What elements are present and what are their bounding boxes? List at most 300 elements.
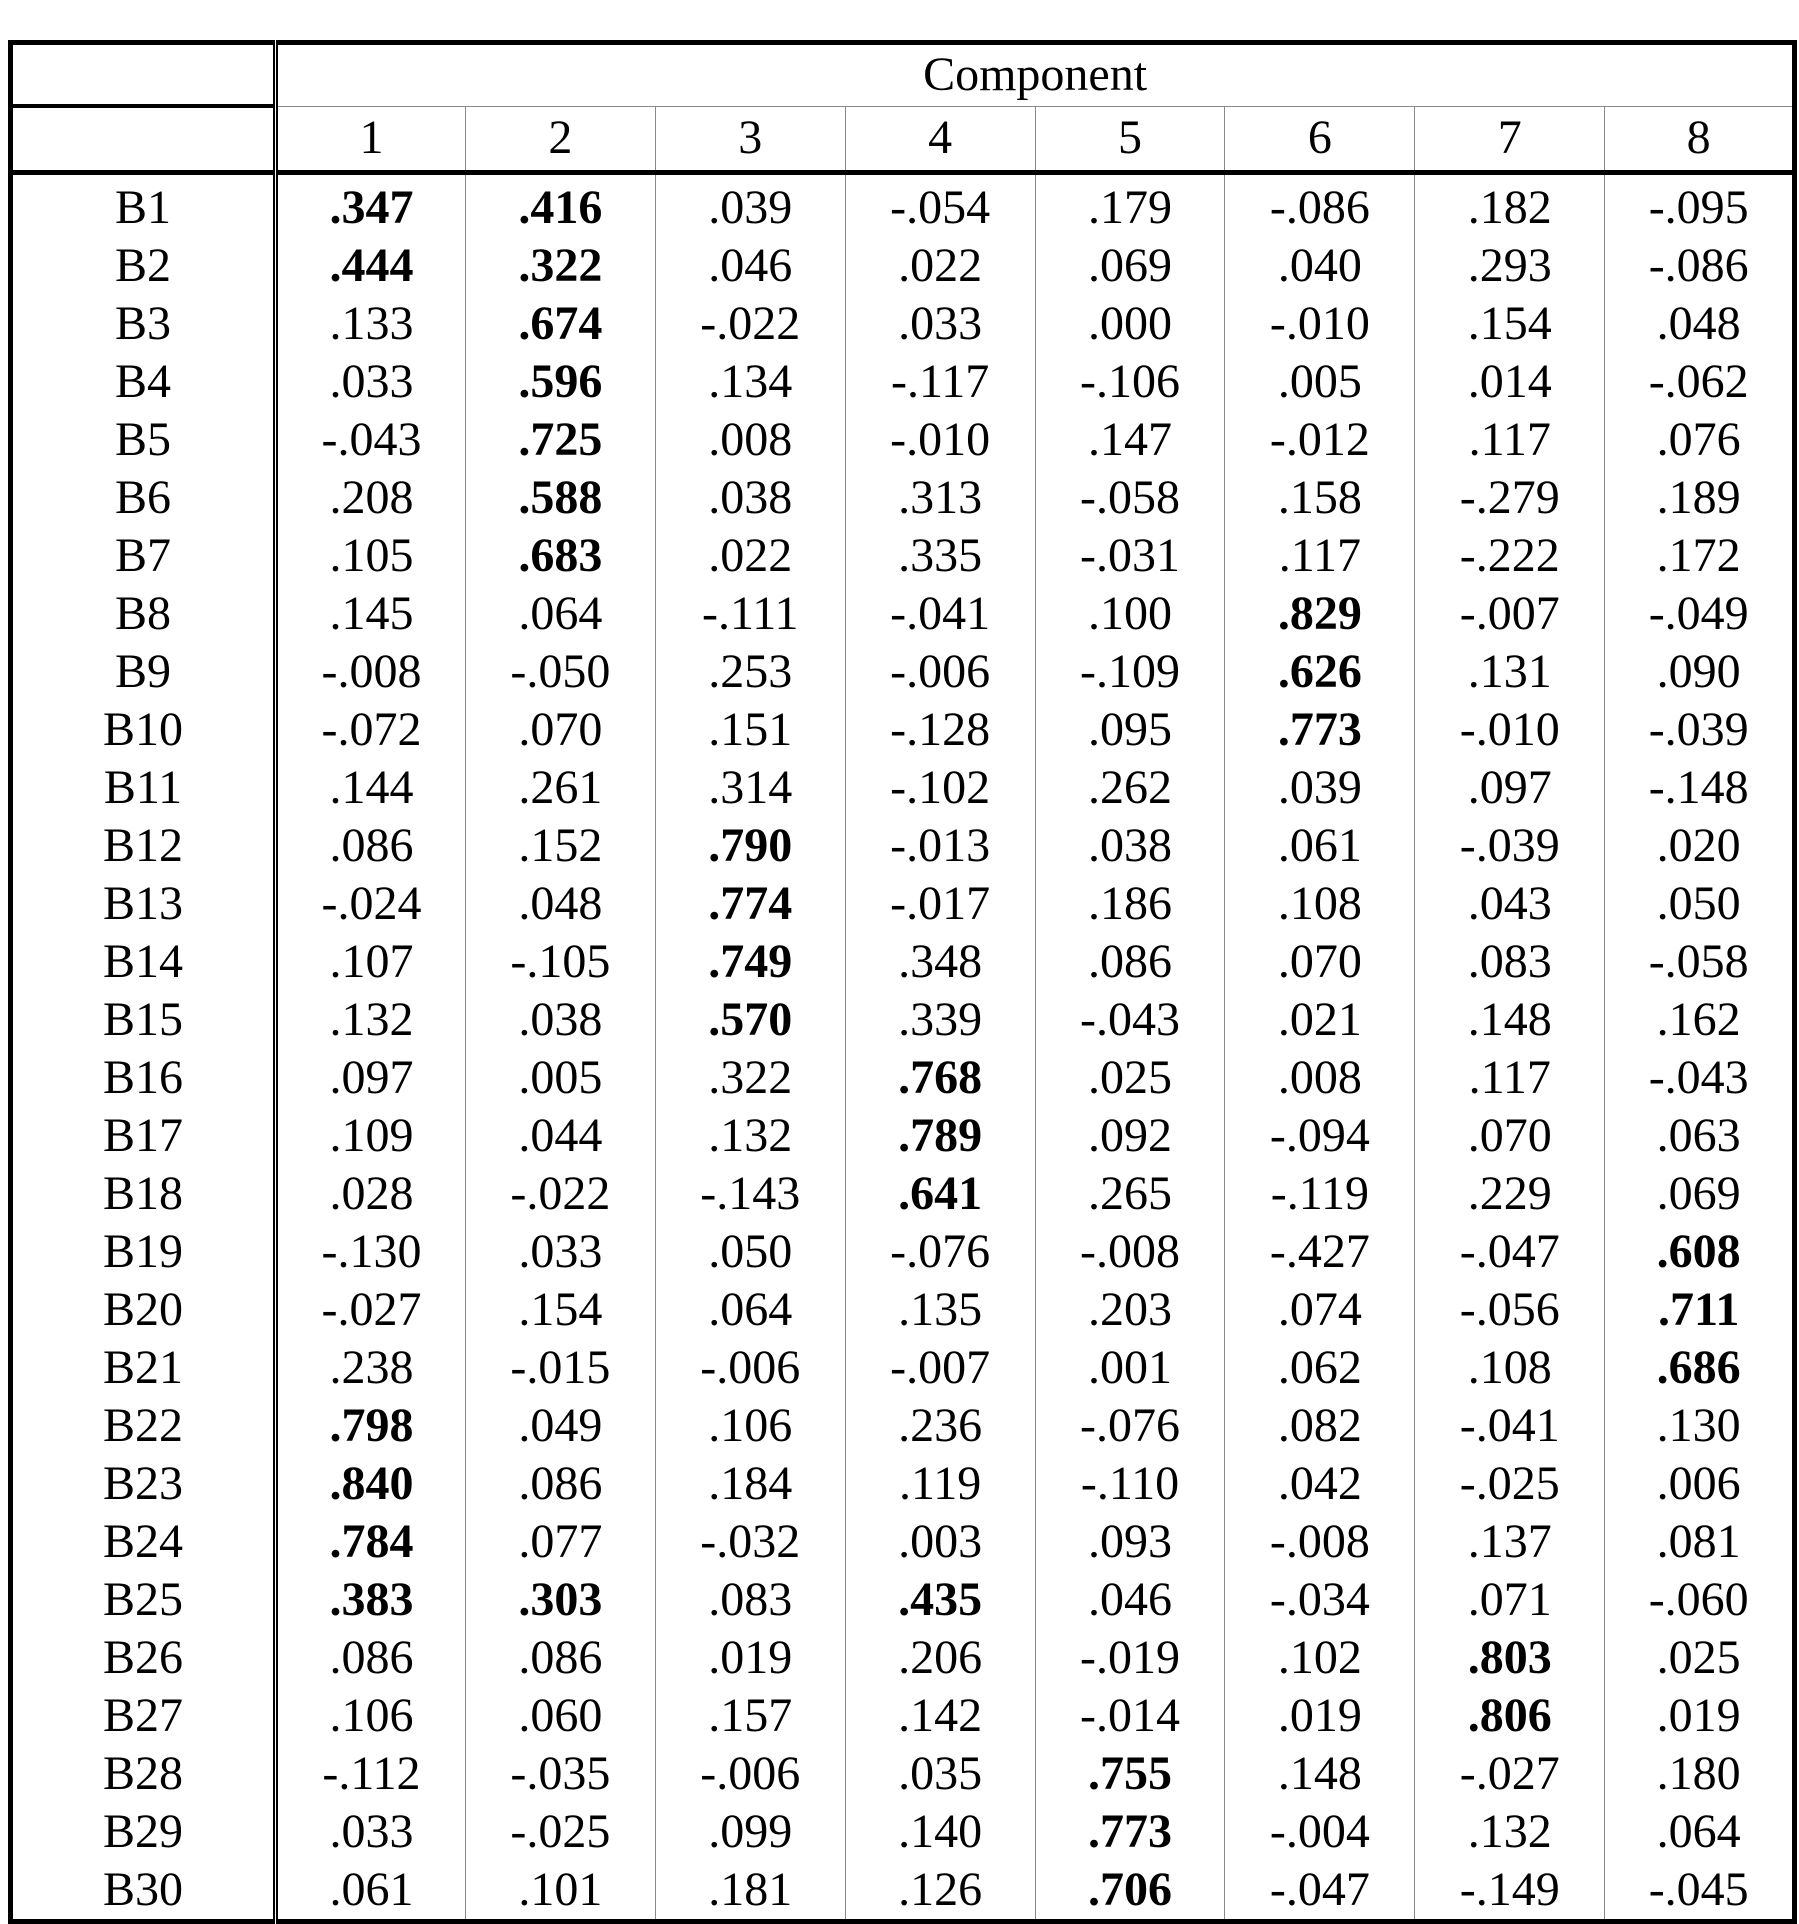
table-cell: -.039 <box>1605 701 1795 759</box>
table-cell: .108 <box>1225 875 1415 933</box>
table-cell: .265 <box>1035 1165 1225 1223</box>
table-cell: -.010 <box>1225 295 1415 353</box>
table-cell: .105 <box>329 529 414 583</box>
table-cell: .749 <box>655 933 845 991</box>
table-cell: -.109 <box>1035 643 1225 701</box>
table-cell: .314 <box>655 759 845 817</box>
table-cell: -.049 <box>1605 585 1795 643</box>
table-cell: .109 <box>329 1109 414 1163</box>
table-cell: .773 <box>1225 701 1415 759</box>
table-cell: -.130 <box>321 1225 422 1279</box>
table-cell: .086 <box>329 1631 414 1685</box>
table-cell: -.008 <box>1035 1223 1225 1281</box>
table-cell: .229 <box>1415 1165 1605 1223</box>
table-cell: .339 <box>845 991 1035 1049</box>
table-cell: .022 <box>845 237 1035 295</box>
table-cell: -.050 <box>465 643 655 701</box>
table-cell: -.041 <box>845 585 1035 643</box>
table-cell: -.072 <box>321 703 422 757</box>
table-cell: -.054 <box>845 173 1035 238</box>
table-cell: .790 <box>655 817 845 875</box>
table-cell: .570 <box>655 991 845 1049</box>
table-cell: -.056 <box>1415 1281 1605 1339</box>
table-cell: -.014 <box>1035 1687 1225 1745</box>
table-cell: .133 <box>329 297 414 351</box>
table-cell: -.035 <box>465 1745 655 1803</box>
table-cell: .050 <box>655 1223 845 1281</box>
table-cell: -.106 <box>1035 353 1225 411</box>
table-cell: .106 <box>655 1397 845 1455</box>
table-row <box>11 1513 1795 1571</box>
row-label: B29 <box>11 1803 276 1861</box>
table-cell: .001 <box>1035 1339 1225 1397</box>
column-header-6: 6 <box>1225 106 1415 173</box>
table-row <box>11 1281 1795 1339</box>
table-cell: .038 <box>465 991 655 1049</box>
table-row <box>11 173 1795 238</box>
table-cell: .674 <box>465 295 655 353</box>
table-cell: .179 <box>1035 173 1225 238</box>
table-row <box>11 469 1795 527</box>
row-label: B28 <box>11 1745 276 1803</box>
table-cell: .608 <box>1605 1223 1795 1281</box>
table-cell: -.111 <box>655 585 845 643</box>
header-row-component <box>11 43 1795 107</box>
row-label: B1 <box>11 173 276 238</box>
table-row <box>11 353 1795 411</box>
table-row <box>11 1687 1795 1745</box>
table-cell: -.148 <box>1605 759 1795 817</box>
table-cell: .117 <box>1415 411 1605 469</box>
table-cell: .069 <box>1035 237 1225 295</box>
table-cell: -.019 <box>1035 1629 1225 1687</box>
table-cell: .132 <box>1415 1803 1605 1861</box>
header-corner-cell-lower <box>11 106 276 173</box>
table-cell: .033 <box>845 295 1035 353</box>
table-cell: -.010 <box>845 411 1035 469</box>
table-cell: .028 <box>329 1167 414 1221</box>
table-cell: .076 <box>1605 411 1795 469</box>
table-cell: .626 <box>1225 643 1415 701</box>
table-cell: .019 <box>1605 1687 1795 1745</box>
row-label: B4 <box>11 353 276 411</box>
table-row <box>11 1049 1795 1107</box>
table-cell: .184 <box>655 1455 845 1513</box>
table-cell: .725 <box>465 411 655 469</box>
table-cell: .132 <box>329 993 414 1047</box>
row-label: B15 <box>11 991 276 1049</box>
table-cell: .181 <box>655 1861 845 1922</box>
table-row <box>11 1455 1795 1513</box>
table-cell: .022 <box>655 527 845 585</box>
table-cell: .005 <box>465 1049 655 1107</box>
table-cell: .005 <box>1225 353 1415 411</box>
row-label: B17 <box>11 1107 276 1165</box>
row-label: B2 <box>11 237 276 295</box>
row-label: B3 <box>11 295 276 353</box>
table-cell: .789 <box>845 1107 1035 1165</box>
table-cell: .588 <box>465 469 655 527</box>
table-cell: .348 <box>845 933 1035 991</box>
component-header: Component <box>276 43 1795 107</box>
column-header-7: 7 <box>1415 106 1605 173</box>
table-cell: -.128 <box>845 701 1035 759</box>
table-cell: -.008 <box>1225 1513 1415 1571</box>
table-cell: .086 <box>1035 933 1225 991</box>
table-cell: .107 <box>329 935 414 989</box>
table-cell: -.031 <box>1035 527 1225 585</box>
row-label: B27 <box>11 1687 276 1745</box>
table-cell: .126 <box>845 1861 1035 1922</box>
table-cell: .148 <box>1225 1745 1415 1803</box>
table-cell: .003 <box>845 1513 1035 1571</box>
table-cell: .596 <box>465 353 655 411</box>
table-cell: .082 <box>1225 1397 1415 1455</box>
table-cell: .683 <box>465 527 655 585</box>
table-cell: .152 <box>465 817 655 875</box>
table-cell: .101 <box>465 1861 655 1922</box>
row-label: B24 <box>11 1513 276 1571</box>
table-cell: .064 <box>655 1281 845 1339</box>
table-cell: .097 <box>329 1051 414 1105</box>
table-cell: .303 <box>465 1571 655 1629</box>
table-cell: .203 <box>1035 1281 1225 1339</box>
table-cell: -.012 <box>1225 411 1415 469</box>
table-cell: -.027 <box>321 1283 422 1337</box>
table-cell: .435 <box>845 1571 1035 1629</box>
table-cell: .093 <box>1035 1513 1225 1571</box>
table-cell: .033 <box>329 1805 414 1859</box>
table-cell: -.004 <box>1225 1803 1415 1861</box>
table-cell: .106 <box>329 1689 414 1743</box>
table-cell: .086 <box>465 1455 655 1513</box>
row-label: B9 <box>11 643 276 701</box>
table-row <box>11 1629 1795 1687</box>
table-cell: .081 <box>1605 1513 1795 1571</box>
table-cell: .086 <box>465 1629 655 1687</box>
table-cell: .042 <box>1225 1455 1415 1513</box>
table-cell: -.112 <box>322 1747 421 1801</box>
table-cell: .798 <box>329 1399 414 1453</box>
table-cell: .071 <box>1415 1571 1605 1629</box>
table-cell: -.043 <box>321 413 422 467</box>
table-cell: .033 <box>329 355 414 409</box>
table-cell: .040 <box>1225 237 1415 295</box>
table-cell: .095 <box>1035 701 1225 759</box>
table-cell: .208 <box>329 471 414 525</box>
table-cell: .092 <box>1035 1107 1225 1165</box>
table-cell: .069 <box>1605 1165 1795 1223</box>
table-cell: .000 <box>1035 295 1225 353</box>
table-cell: -.010 <box>1415 701 1605 759</box>
table-cell: -.149 <box>1415 1861 1605 1922</box>
table-cell: .033 <box>465 1223 655 1281</box>
table-cell: .019 <box>655 1629 845 1687</box>
table-cell: -.022 <box>465 1165 655 1223</box>
table-cell: .099 <box>655 1803 845 1861</box>
table-cell: .147 <box>1035 411 1225 469</box>
table-cell: -.076 <box>845 1223 1035 1281</box>
table-cell: .083 <box>655 1571 845 1629</box>
table-cell: .025 <box>1035 1049 1225 1107</box>
table-cell: .148 <box>1415 991 1605 1049</box>
row-label: B21 <box>11 1339 276 1397</box>
row-label: B16 <box>11 1049 276 1107</box>
column-header-8: 8 <box>1605 106 1795 173</box>
table-cell: .134 <box>655 353 845 411</box>
table-cell: .162 <box>1605 991 1795 1049</box>
column-header-3: 3 <box>655 106 845 173</box>
table-cell: -.017 <box>845 875 1035 933</box>
table-cell: .044 <box>465 1107 655 1165</box>
table-cell: .117 <box>1415 1049 1605 1107</box>
table-cell: .038 <box>1035 817 1225 875</box>
table-cell: .313 <box>845 469 1035 527</box>
table-row <box>11 643 1795 701</box>
table-cell: -.025 <box>465 1803 655 1861</box>
table-cell: .070 <box>1225 933 1415 991</box>
table-cell: .049 <box>465 1397 655 1455</box>
table-body <box>11 173 1795 1922</box>
table-cell: .035 <box>845 1745 1035 1803</box>
table-row <box>11 759 1795 817</box>
table-row <box>11 295 1795 353</box>
table-row <box>11 1223 1795 1281</box>
table-cell: .100 <box>1035 585 1225 643</box>
table-cell: -.060 <box>1605 1571 1795 1629</box>
table-cell: .755 <box>1035 1745 1225 1803</box>
table-cell: -.119 <box>1225 1165 1415 1223</box>
row-label: B6 <box>11 469 276 527</box>
row-label: B26 <box>11 1629 276 1687</box>
table-cell: -.006 <box>655 1339 845 1397</box>
table-cell: -.076 <box>1035 1397 1225 1455</box>
table-cell: .008 <box>1225 1049 1415 1107</box>
table-cell: .803 <box>1415 1629 1605 1687</box>
table-cell: .154 <box>465 1281 655 1339</box>
table-cell: -.062 <box>1605 353 1795 411</box>
table-cell: .840 <box>329 1457 414 1511</box>
table-cell: .151 <box>655 701 845 759</box>
table-cell: .077 <box>465 1513 655 1571</box>
header-row-component-numbers <box>11 106 1795 173</box>
row-label: B8 <box>11 585 276 643</box>
table-cell: .236 <box>845 1397 1035 1455</box>
table-cell: -.094 <box>1225 1107 1415 1165</box>
table-cell: .238 <box>329 1341 414 1395</box>
table-row <box>11 527 1795 585</box>
table-cell: .038 <box>655 469 845 527</box>
table-cell: .097 <box>1415 759 1605 817</box>
table-cell: .132 <box>655 1107 845 1165</box>
table-row <box>11 585 1795 643</box>
table-row <box>11 1745 1795 1803</box>
table-cell: .322 <box>465 237 655 295</box>
row-label: B30 <box>11 1861 276 1922</box>
table-cell: -.013 <box>845 817 1035 875</box>
table-cell: .061 <box>1225 817 1415 875</box>
table-cell: -.015 <box>465 1339 655 1397</box>
table-cell: -.007 <box>845 1339 1035 1397</box>
table-cell: .154 <box>1415 295 1605 353</box>
table-cell: .039 <box>655 173 845 238</box>
row-label: B19 <box>11 1223 276 1281</box>
table-cell: -.039 <box>1415 817 1605 875</box>
table-cell: .253 <box>655 643 845 701</box>
row-label: B5 <box>11 411 276 469</box>
table-cell: .383 <box>329 1573 414 1627</box>
table-cell: .070 <box>465 701 655 759</box>
table-cell: .062 <box>1225 1339 1415 1397</box>
table-cell: -.105 <box>465 933 655 991</box>
table-cell: .145 <box>329 587 414 641</box>
table-cell: .108 <box>1415 1339 1605 1397</box>
table-cell: -.007 <box>1415 585 1605 643</box>
row-label: B25 <box>11 1571 276 1629</box>
table-cell: .172 <box>1605 527 1795 585</box>
table-row <box>11 1571 1795 1629</box>
table-cell: -.058 <box>1605 933 1795 991</box>
table-cell: .157 <box>655 1687 845 1745</box>
table-cell: -.006 <box>845 643 1035 701</box>
table-cell: -.222 <box>1415 527 1605 585</box>
table-cell: .063 <box>1605 1107 1795 1165</box>
table-cell: .020 <box>1605 817 1795 875</box>
table-cell: .347 <box>329 181 414 234</box>
column-header-4: 4 <box>845 106 1035 173</box>
table-row <box>11 817 1795 875</box>
table-cell: .050 <box>1605 875 1795 933</box>
table-cell: .025 <box>1605 1629 1795 1687</box>
table-cell: .046 <box>1035 1571 1225 1629</box>
table-row <box>11 933 1795 991</box>
table-cell: .014 <box>1415 353 1605 411</box>
table-cell: .293 <box>1415 237 1605 295</box>
table-cell: -.022 <box>655 295 845 353</box>
table-cell: -.047 <box>1225 1861 1415 1922</box>
table-cell: .061 <box>329 1863 414 1917</box>
table-cell: .117 <box>1225 527 1415 585</box>
table-cell: -.279 <box>1415 469 1605 527</box>
table-row <box>11 701 1795 759</box>
table-cell: .064 <box>465 585 655 643</box>
table-cell: .046 <box>655 237 845 295</box>
table-header <box>11 43 1795 173</box>
table-cell: .043 <box>1415 875 1605 933</box>
table-row <box>11 237 1795 295</box>
table-cell: .142 <box>845 1687 1035 1745</box>
table-cell: .086 <box>329 819 414 873</box>
table-cell: -.086 <box>1225 173 1415 238</box>
table-row <box>11 1397 1795 1455</box>
table-cell: .131 <box>1415 643 1605 701</box>
table-cell: .773 <box>1035 1803 1225 1861</box>
component-matrix-table <box>8 40 1797 1924</box>
row-label: B20 <box>11 1281 276 1339</box>
table-cell: .768 <box>845 1049 1035 1107</box>
table-cell: .019 <box>1225 1687 1415 1745</box>
row-label: B10 <box>11 701 276 759</box>
table-row <box>11 1165 1795 1223</box>
table-cell: -.008 <box>321 645 422 699</box>
table-cell: .102 <box>1225 1629 1415 1687</box>
table-cell: .048 <box>1605 295 1795 353</box>
table-cell: -.006 <box>655 1745 845 1803</box>
column-header-5: 5 <box>1035 106 1225 173</box>
table-cell: -.143 <box>655 1165 845 1223</box>
table-cell: -.043 <box>1035 991 1225 1049</box>
table-cell: .706 <box>1035 1861 1225 1922</box>
row-label: B11 <box>11 759 276 817</box>
table-row <box>11 991 1795 1049</box>
table-cell: .008 <box>655 411 845 469</box>
table-cell: .021 <box>1225 991 1415 1049</box>
table-cell: .641 <box>845 1165 1035 1223</box>
table-cell: -.047 <box>1415 1223 1605 1281</box>
table-cell: -.024 <box>321 877 422 931</box>
table-cell: .261 <box>465 759 655 817</box>
table-cell: .070 <box>1415 1107 1605 1165</box>
row-label: B13 <box>11 875 276 933</box>
table-cell: .444 <box>329 239 414 293</box>
table-cell: -.427 <box>1225 1223 1415 1281</box>
table-cell: .074 <box>1225 1281 1415 1339</box>
row-label: B23 <box>11 1455 276 1513</box>
table-cell: .144 <box>329 761 414 815</box>
table-cell: .322 <box>655 1049 845 1107</box>
table-cell: -.025 <box>1415 1455 1605 1513</box>
table-row <box>11 1803 1795 1861</box>
table-cell: .206 <box>845 1629 1035 1687</box>
row-label: B14 <box>11 933 276 991</box>
column-header-1: 1 <box>276 106 466 173</box>
table-cell: -.027 <box>1415 1745 1605 1803</box>
row-label: B18 <box>11 1165 276 1223</box>
table-cell: .130 <box>1605 1397 1795 1455</box>
table-row <box>11 411 1795 469</box>
table-cell: .137 <box>1415 1513 1605 1571</box>
table-cell: .711 <box>1605 1281 1795 1339</box>
table-cell: -.110 <box>1035 1455 1225 1513</box>
table-cell: -.043 <box>1605 1049 1795 1107</box>
table-cell: .186 <box>1035 875 1225 933</box>
table-cell: -.058 <box>1035 469 1225 527</box>
table-cell: .135 <box>845 1281 1035 1339</box>
table-cell: -.117 <box>845 353 1035 411</box>
table-cell: .806 <box>1415 1687 1605 1745</box>
table-cell: .006 <box>1605 1455 1795 1513</box>
table-cell: .774 <box>655 875 845 933</box>
table-cell: .262 <box>1035 759 1225 817</box>
table-cell: .180 <box>1605 1745 1795 1803</box>
table-cell: -.034 <box>1225 1571 1415 1629</box>
table-row <box>11 875 1795 933</box>
table-cell: .090 <box>1605 643 1795 701</box>
table-cell: .829 <box>1225 585 1415 643</box>
table-cell: .060 <box>465 1687 655 1745</box>
row-label: B7 <box>11 527 276 585</box>
table-cell: -.032 <box>655 1513 845 1571</box>
table-cell: -.102 <box>845 759 1035 817</box>
table-cell: .083 <box>1415 933 1605 991</box>
column-header-2: 2 <box>465 106 655 173</box>
table-cell: .416 <box>465 173 655 238</box>
table-cell: .784 <box>329 1515 414 1569</box>
table-cell: .182 <box>1415 173 1605 238</box>
row-label: B22 <box>11 1397 276 1455</box>
table-cell: .189 <box>1605 469 1795 527</box>
table-cell: .335 <box>845 527 1035 585</box>
